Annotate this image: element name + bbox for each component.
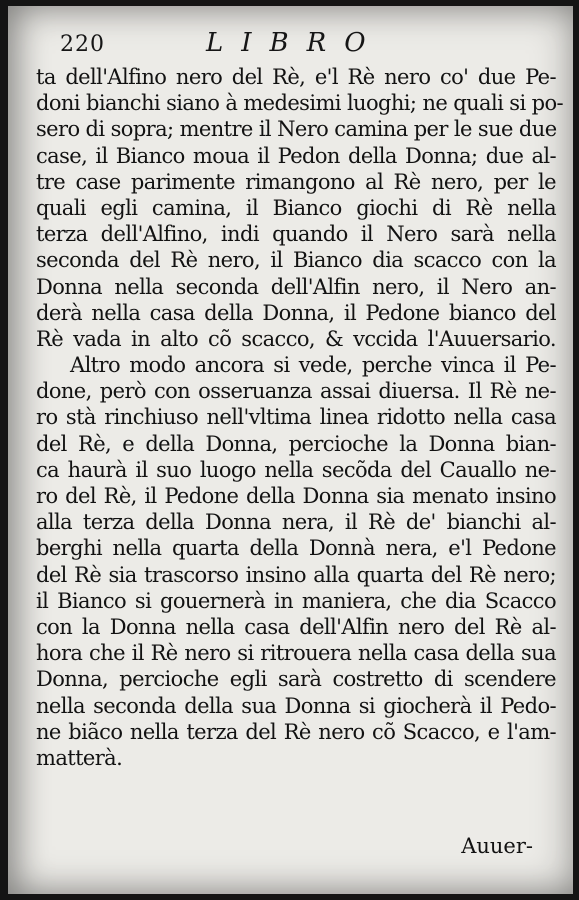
text-line: matterà. <box>36 745 123 770</box>
text-line: del Rè, e della Donna, percioche la Donna bian- <box>36 431 556 456</box>
text-line: ro del Rè, il Pedone della Donna sia menato insino <box>36 484 556 508</box>
text-line: ca haurà il suo luogo nella secõda del Cauallo ne- <box>36 457 556 482</box>
text-line: nella seconda della sua Donna si giocherà il Pedo- <box>36 693 556 718</box>
text-line: ro stà rinchiuso nell'vltima linea ridotto nella casa <box>36 405 556 430</box>
text-line: con la Donna nella casa dell'Alfin nero del Rè al- <box>36 614 556 639</box>
text-line: alla terza della Donna nera, il Rè de' bianchi al- <box>36 510 556 535</box>
text-line: case, il Bianco moua il Pedon della Donna; due al- <box>36 143 556 168</box>
text-line: del Rè sia trascorso insino alla quarta del Rè nero; <box>36 562 556 587</box>
text-line: hora che il Rè nero si ritrouera nella casa della sua <box>36 641 556 666</box>
body-text <box>36 64 564 771</box>
text-line: done, però con osseruanza assai diuersa. Il Rè ne- <box>36 379 556 404</box>
book-page <box>8 6 573 894</box>
running-title: LIBRO <box>206 28 384 58</box>
catchword: Auuer- <box>461 834 533 858</box>
text-line: Rè vada in alto cõ scacco, & vccida l'Auuersario. <box>36 326 556 351</box>
text-line: sero di sopra; mentre il Nero camina per le sue due <box>36 117 557 142</box>
text-line: berghi nella quarta della Donnà nera, e'l Pedone <box>36 536 556 561</box>
text-line: ta dell'Alfino nero del Rè, e'l Rè nero co' due Pe- <box>36 65 556 89</box>
text-line: il Bianco si gouernerà in maniera, che dia Scacco <box>36 588 556 613</box>
running-head <box>8 28 573 62</box>
text-line: seconda del Rè nero, il Bianco dia scacco con la <box>36 248 556 273</box>
text-line: Donna nella seconda dell'Alfin nero, il Nero an- <box>36 274 556 299</box>
text-line: quali egli camina, il Bianco giochi di Rè nella <box>36 195 556 220</box>
text-line: Donna, percioche egli sarà costretto di scendere <box>36 667 556 692</box>
paragraph-start-line: Altro modo ancora si vede, perche vinca il Pe- <box>70 353 556 378</box>
text-line: doni bianchi siano à medesimi luoghi; ne quali si po- <box>36 91 564 116</box>
text-line: ne biãco nella terza del Rè nero cõ Scacco, e l'am- <box>36 719 556 744</box>
text-line: tre case parimente rimangono al Rè nero, per le <box>36 169 556 194</box>
page-number: 220 <box>60 32 105 57</box>
text-line: terza dell'Alfino, indi quando il Nero sarà nella <box>36 222 556 247</box>
text-line: derà nella casa della Donna, il Pedone bianco del <box>36 300 556 325</box>
